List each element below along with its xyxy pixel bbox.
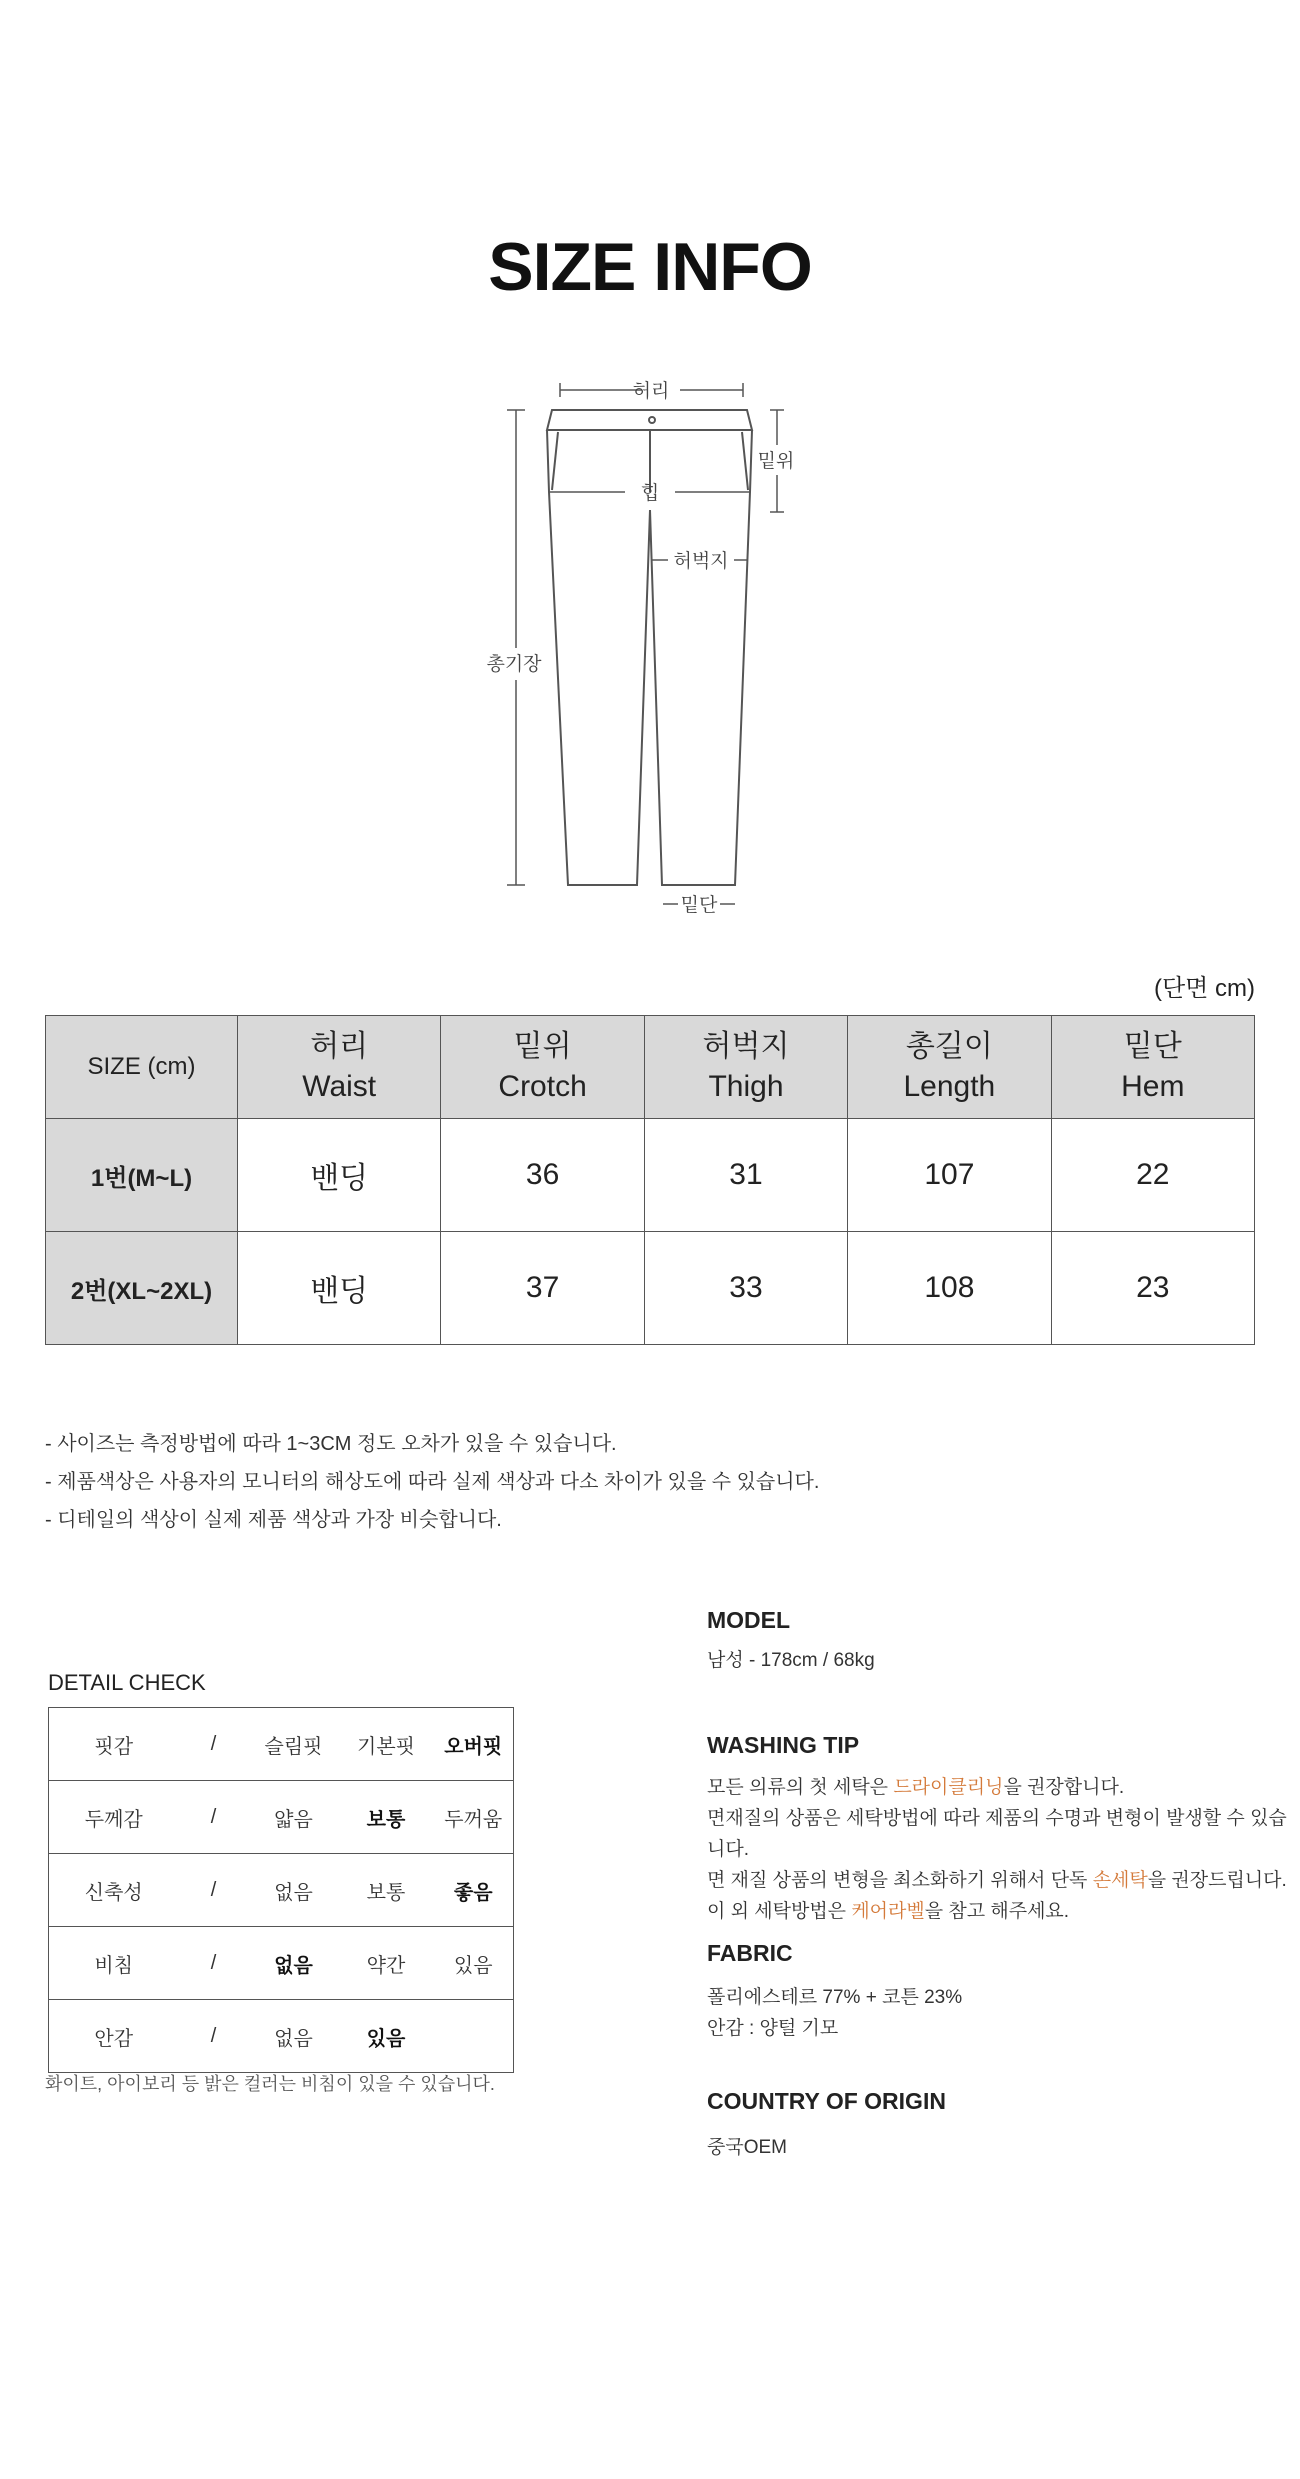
value-cell: 밴딩 (238, 1119, 441, 1232)
highlight-text: 드라이클리닝 (893, 1777, 1004, 1798)
waist-label: 허리 (632, 380, 670, 402)
thigh-label: 허벅지 (673, 550, 729, 572)
note-line: - 사이즈는 측정방법에 따라 1~3CM 정도 오차가 있을 수 있습니다. (45, 1433, 617, 1455)
size-table (45, 1015, 1255, 1345)
fabric-line: 안감 : 양털 기모 (707, 2018, 839, 2039)
detail-check-note: 화이트, 아이보리 등 밝은 컬러는 비침이 있을 수 있습니다. (45, 2074, 495, 2094)
model-heading: MODEL (707, 1607, 791, 1633)
detail-option (434, 2000, 514, 2073)
detail-option: 얇음 (249, 1781, 339, 1854)
detail-label: 비침 (49, 1927, 179, 2000)
washing-line: 면 재질 상품의 변형을 최소화하기 위해서 단독 손세탁을 권장드립니다. (707, 1870, 1287, 1891)
value-cell: 33 (644, 1232, 847, 1345)
detail-option: 없음 (249, 2000, 339, 2073)
detail-row (49, 1927, 514, 2000)
hem-column-header: 밑단 Hem (1051, 1016, 1254, 1119)
detail-label: 두께감 (49, 1781, 179, 1854)
waist-column-header: 허리 Waist (238, 1016, 441, 1119)
detail-row (49, 1781, 514, 1854)
detail-row (49, 1854, 514, 1927)
size-cell: 1번(M~L) (46, 1119, 238, 1232)
washing-line: 모든 의류의 첫 세탁은 드라이클리닝을 권장합니다. (707, 1777, 1125, 1798)
detail-option: 없음 (249, 1854, 339, 1927)
note-line: - 제품색상은 사용자의 모니터의 해상도에 따라 실제 색상과 다소 차이가 있을 수 있습니다. (45, 1471, 820, 1493)
value-cell: 108 (848, 1232, 1051, 1345)
fabric-line: 폴리에스테르 77% + 코튼 23% (707, 1987, 963, 2008)
unit-note: (단면 cm) (1153, 975, 1255, 1002)
value-cell: 36 (441, 1119, 644, 1232)
value-cell: 107 (848, 1119, 1051, 1232)
washing-line: 이 외 세탁방법은 케어라벨을 참고 해주세요. (707, 1901, 1070, 1922)
detail-option: 두꺼움 (434, 1781, 514, 1854)
model-text: 남성 - 178cm / 68kg (707, 1650, 875, 1671)
detail-check-table (48, 1707, 514, 2073)
detail-separator: / (179, 1781, 249, 1854)
length-column-header: 총길이 Length (848, 1016, 1051, 1119)
pants-size-diagram (0, 360, 1300, 930)
table-row (46, 1232, 1255, 1345)
detail-separator: / (179, 2000, 249, 2073)
size-column-header: SIZE (cm) (46, 1016, 238, 1119)
detail-check-title: DETAIL CHECK (48, 1670, 206, 1695)
hem-label: 밑단 (680, 894, 718, 916)
value-cell: 37 (441, 1232, 644, 1345)
detail-option: 보통 (339, 1854, 434, 1927)
hip-label: 힙 (640, 482, 660, 504)
page-title: SIZE INFO (488, 229, 812, 305)
table-row (46, 1119, 1255, 1232)
value-cell: 31 (644, 1119, 847, 1232)
detail-row (49, 1708, 514, 1781)
highlight-text: 손세탁 (1092, 1870, 1148, 1891)
detail-label: 안감 (49, 2000, 179, 2073)
detail-separator: / (179, 1927, 249, 2000)
size-notes (45, 1425, 819, 1539)
origin-text: 중국OEM (707, 2137, 787, 2158)
detail-label: 핏감 (49, 1708, 179, 1781)
value-cell: 22 (1051, 1119, 1254, 1232)
detail-separator: / (179, 1854, 249, 1927)
detail-label: 신축성 (49, 1854, 179, 1927)
detail-option: 없음 (249, 1927, 339, 2000)
origin-heading: COUNTRY OF ORIGIN (707, 2088, 946, 2114)
detail-option: 보통 (339, 1781, 434, 1854)
detail-option: 좋음 (434, 1854, 514, 1927)
crotch-column-header: 밑위 Crotch (441, 1016, 644, 1119)
detail-separator: / (179, 1708, 249, 1781)
detail-row (49, 2000, 514, 2073)
length-label: 총기장 (486, 653, 542, 675)
detail-option: 약간 (339, 1927, 434, 2000)
fabric-text (707, 1982, 962, 2044)
size-table-header (46, 1016, 1255, 1119)
rise-label: 밑위 (757, 450, 795, 472)
size-cell: 2번(XL~2XL) (46, 1232, 238, 1345)
note-line: - 디테일의 색상이 실제 제품 색상과 가장 비슷합니다. (45, 1509, 502, 1531)
detail-option: 기본핏 (339, 1708, 434, 1781)
washing-heading: WASHING TIP (707, 1732, 860, 1758)
detail-option: 오버핏 (434, 1708, 514, 1781)
highlight-text: 케어라벨 (851, 1901, 925, 1922)
washing-text (707, 1772, 1300, 1927)
fabric-heading: FABRIC (707, 1940, 793, 1966)
detail-option: 있음 (339, 2000, 434, 2073)
detail-option: 슬림핏 (249, 1708, 339, 1781)
washing-line: 면재질의 상품은 세탁방법에 따라 제품의 수명과 변형이 발생할 수 있습니다. (707, 1808, 1287, 1860)
value-cell: 23 (1051, 1232, 1254, 1345)
value-cell: 밴딩 (238, 1232, 441, 1345)
thigh-column-header: 허벅지 Thigh (644, 1016, 847, 1119)
detail-option: 있음 (434, 1927, 514, 2000)
